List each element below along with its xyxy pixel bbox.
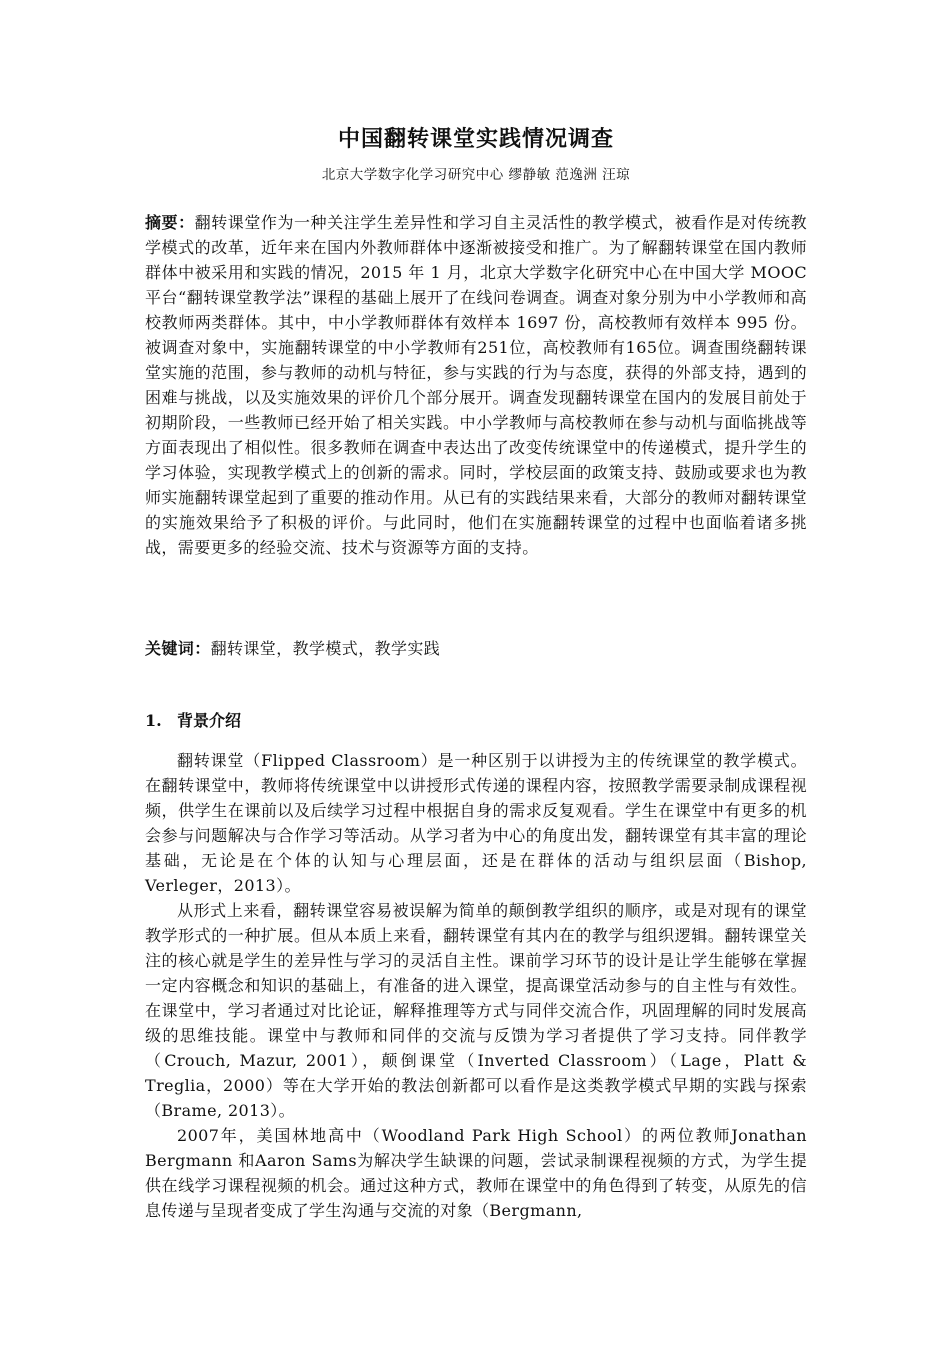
section-body xyxy=(145,748,807,1223)
abstract xyxy=(145,210,807,560)
paper-authors: 北京大学数字化学习研究中心 缪静敏 范逸洲 汪琼 xyxy=(321,167,631,183)
section-heading xyxy=(145,708,807,733)
body-paragraph: 从形式上来看，翻转课堂容易被误解为简单的颠倒教学组织的顺序，或是对现有的课堂教学形式的一种扩展。但从本质上来看，翻转课堂有其内在的教学与组织逻辑。翻转课堂关注的核心就是学生的差异性与学习的灵活自主性。课前学习环节的设计是让学生能够在掌握一定内容概念和知识的基础上，有准备的进入课堂，提高课堂活动参与的自主性与有效性。在课堂中，学习者通过对比论证，解释推理等方式与同伴交流合作，巩固理解的同时发展高级的思维技能。课堂中与教师和同伴的交流与反馈为学习者提供了学习支持。同伴教学（Crouch, Mazur, 2001），颠倒课堂（Inverted Classroom）（Lage，Platt & Treglia，2000）等在大学开始的教法创新都可以看作是这类教学模式早期的实践与探索（Brame, 2013）。 xyxy=(145,901,807,1120)
abstract-text: 翻转课堂作为一种关注学生差异性和学习自主灵活性的教学模式，被看作是对传统教学模式的改革，近年来在国内外教师群体中逐渐被接受和推广。为了解翻转课堂在国内教师群体中被采用和实践的情况，2015 年 1 月，北京大学数字化研究中心在中国大学 MOOC 平台“翻转课堂教学法”课程的基础上展开了在线问卷调查。调查对象分别为中小学教师和高校教师两类群体。其中，中小学教师群体有效样本 1697 份，高校教师有效样本 995 份。被调查对象中，实施翻转课堂的中小学教师有251位，高校教师有165位。调查围绕翻转课堂实施的范围，参与教师的动机与特征，参与实践的行为与态度，获得的外部支持，遇到的困难与挑战，以及实施效果的评价几个部分展开。调查发现翻转课堂在国内的发展目前处于初期阶段，一些教师已经开始了相关实践。中小学教师与高校教师在参与动机与面临挑战等方面表现出了相似性。很多教师在调查中表达出了改变传统课堂中的传递模式，提升学生的学习体验，实现教学模式上的创新的需求。同时，学校层面的政策支持、鼓励或要求也为教师实施翻转课堂起到了重要的推动作用。从已有的实践结果来看，大部分的教师对翻转课堂的实施效果给予了积极的评价。与此同时，他们在实施翻转课堂的过程中也面临着诸多挑战，需要更多的经验交流、技术与资源等方面的支持。 xyxy=(145,213,807,557)
body-paragraph: 翻转课堂（Flipped Classroom）是一种区别于以讲授为主的传统课堂的教学模式。在翻转课堂中，教师将传统课堂中以讲授形式传递的课程内容，按照教学需要录制成课程视频，供学生在课前以及后续学习过程中根据自身的需求反复观看。学生在课堂中有更多的机会参与问题解决与合作学习等活动。从学习者为中心的角度出发，翻转课堂有其丰富的理论基础，无论是在个体的认知与心理层面，还是在群体的活动与组织层面（Bishop, Verleger，2013）。 xyxy=(145,751,807,895)
keywords xyxy=(145,636,807,661)
section-title: 背景介绍 xyxy=(177,711,242,730)
paper-title: 中国翻转课堂实践情况调查 xyxy=(337,126,614,152)
keywords-text: 翻转课堂，教学模式，教学实践 xyxy=(210,639,441,658)
keywords-label: 关键词： xyxy=(145,639,211,658)
abstract-label: 摘要： xyxy=(145,213,195,232)
body-paragraph: 2007年，美国林地高中（Woodland Park High School）的两位教师Jonathan Bergmann 和Aaron Sams为解决学生缺课的问题，尝试录制课程视频的方式，为学生提供在线学习课程视频的机会。通过这种方式，教师在课堂中的角色得到了转变，从原先的信息传递与呈现者变成了学生沟通与交流的对象（Bergmann, xyxy=(145,1126,807,1220)
section-number: 1. xyxy=(145,711,162,730)
